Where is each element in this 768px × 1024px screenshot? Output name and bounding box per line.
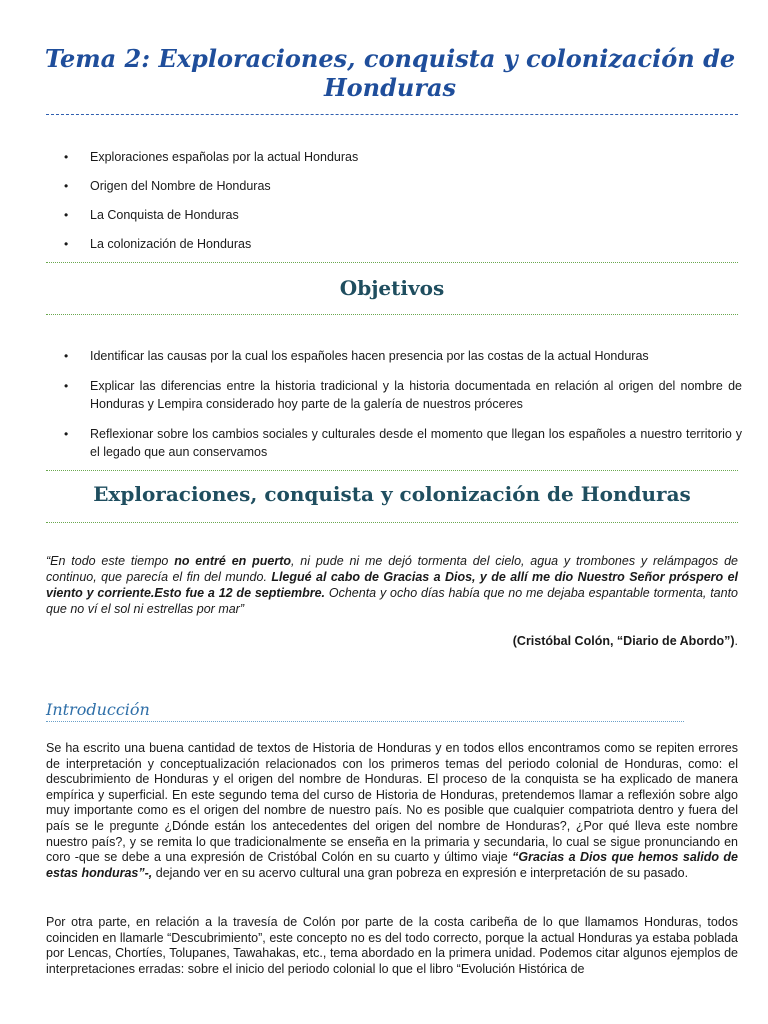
quote-citation [46, 634, 738, 648]
quote-text: , ni pude ni me dejó tormenta del cielo, agua y trombones y relámpagos de continuo, que parecía el fin del mundo. [46, 554, 738, 584]
intro-paragraph: Por otra parte, en relación a la travesía de Colón por parte de la costa caribeña de lo que llamamos Honduras, todos coinciden en llamarle “Descubrimiento”, este concepto no es del todo correcto, porque la actual Honduras ya estaba poblada por Lencas, Chortíes, Tolupanes, Tawahakas, etc., tema abordado en la primera unidad. Podemos citar algunos ejemplos de interpretaciones erradas: sobre el inicio del periodo colonial lo que el libro “Evolución Histórica de [46, 915, 738, 976]
list-item: • La Conquista de Honduras [62, 206, 742, 224]
list-item: • Exploraciones españolas por la actual Honduras [62, 148, 742, 166]
paragraph-text: Se ha escrito una buena cantidad de textos de Historia de Honduras y en todos ellos encontramos como se repiten errores de interpretación y conceptualización relacionados con los primeros temas del periodo colonial de Honduras, como: el descubrimiento de Honduras y el origen del nombre de Honduras. El proceso de la conquista se ha explicado de manera empírica y superficial. En este segundo tema del curso de Historia de Honduras, pretendemos llamar a reflexión sobre algo muy importante como es el origen del nombre de nuestro país. No es posible que cualquier compatriota dentro y fuera del país se le pregunte ¿Dónde están los antecedentes del origen del nombre de Honduras?, ¿Por qué lleva este nombre nuestro país?, y se remita lo que tradicionalmente se enseña en la primaria y secundaria, lo cual se sigue pronunciando en coro -que se debe a una expresión de Cristóbal Colón en su cuarto y último viaje [46, 741, 738, 865]
intro-divider [46, 721, 684, 722]
epigraph-quote [46, 553, 738, 617]
divider [46, 470, 738, 471]
title-divider [46, 114, 738, 115]
divider [46, 262, 738, 263]
citation-text: (Cristóbal Colón, “Diario de Abordo”) [512, 634, 735, 648]
list-item: • Identificar las causas por la cual los españoles hacen presencia por las costas de la actual Honduras [62, 347, 742, 365]
topics-list [62, 148, 742, 264]
paragraph-text: dejando ver en su acervo cultural una gran pobreza en expresión e interpretación de su pasado. [152, 865, 689, 880]
divider [46, 522, 738, 523]
citation-period: . [734, 634, 738, 648]
objectives-heading: Objetivos [339, 276, 445, 300]
objectives-list [62, 347, 742, 473]
intro-paragraph [46, 741, 738, 881]
list-item: • Reflexionar sobre los cambios sociales y culturales desde el momento que llegan los españoles a nuestro territorio y el legado que aun conservamos [62, 425, 742, 461]
divider [46, 314, 738, 315]
quote-text: Ochenta y ocho días había que no me dejaba espantable tormenta, tanto que no ví el sol ni estrellas por mar” [46, 586, 739, 616]
quote-emphasis: Llegué al cabo de Gracias a Dios, y de allí me dio Nuestro Señor próspero el viento y corriente.Esto fue a 12 de septiembre. [46, 570, 738, 600]
list-item: • Explicar las diferencias entre la historia tradicional y la historia documentada en relación al origen del nombre de Honduras y Lempira considerado hoy parte de la galería de nuestros próceres [62, 377, 742, 413]
section-heading: Exploraciones, conquista y colonización de Honduras [93, 482, 691, 506]
list-item: • La colonización de Honduras [62, 235, 742, 253]
quote-emphasis: no entré en puerto [174, 554, 291, 568]
intro-heading: Introducción [46, 700, 150, 719]
paragraph-emphasis: “Gracias a Dios que hemos salido de estas honduras”-, [46, 850, 739, 880]
document-title: Tema 2: Exploraciones, conquista y colonización de Honduras [44, 44, 736, 102]
list-item: • Origen del Nombre de Honduras [62, 177, 742, 195]
quote-text: “En todo este tiempo [46, 554, 175, 568]
